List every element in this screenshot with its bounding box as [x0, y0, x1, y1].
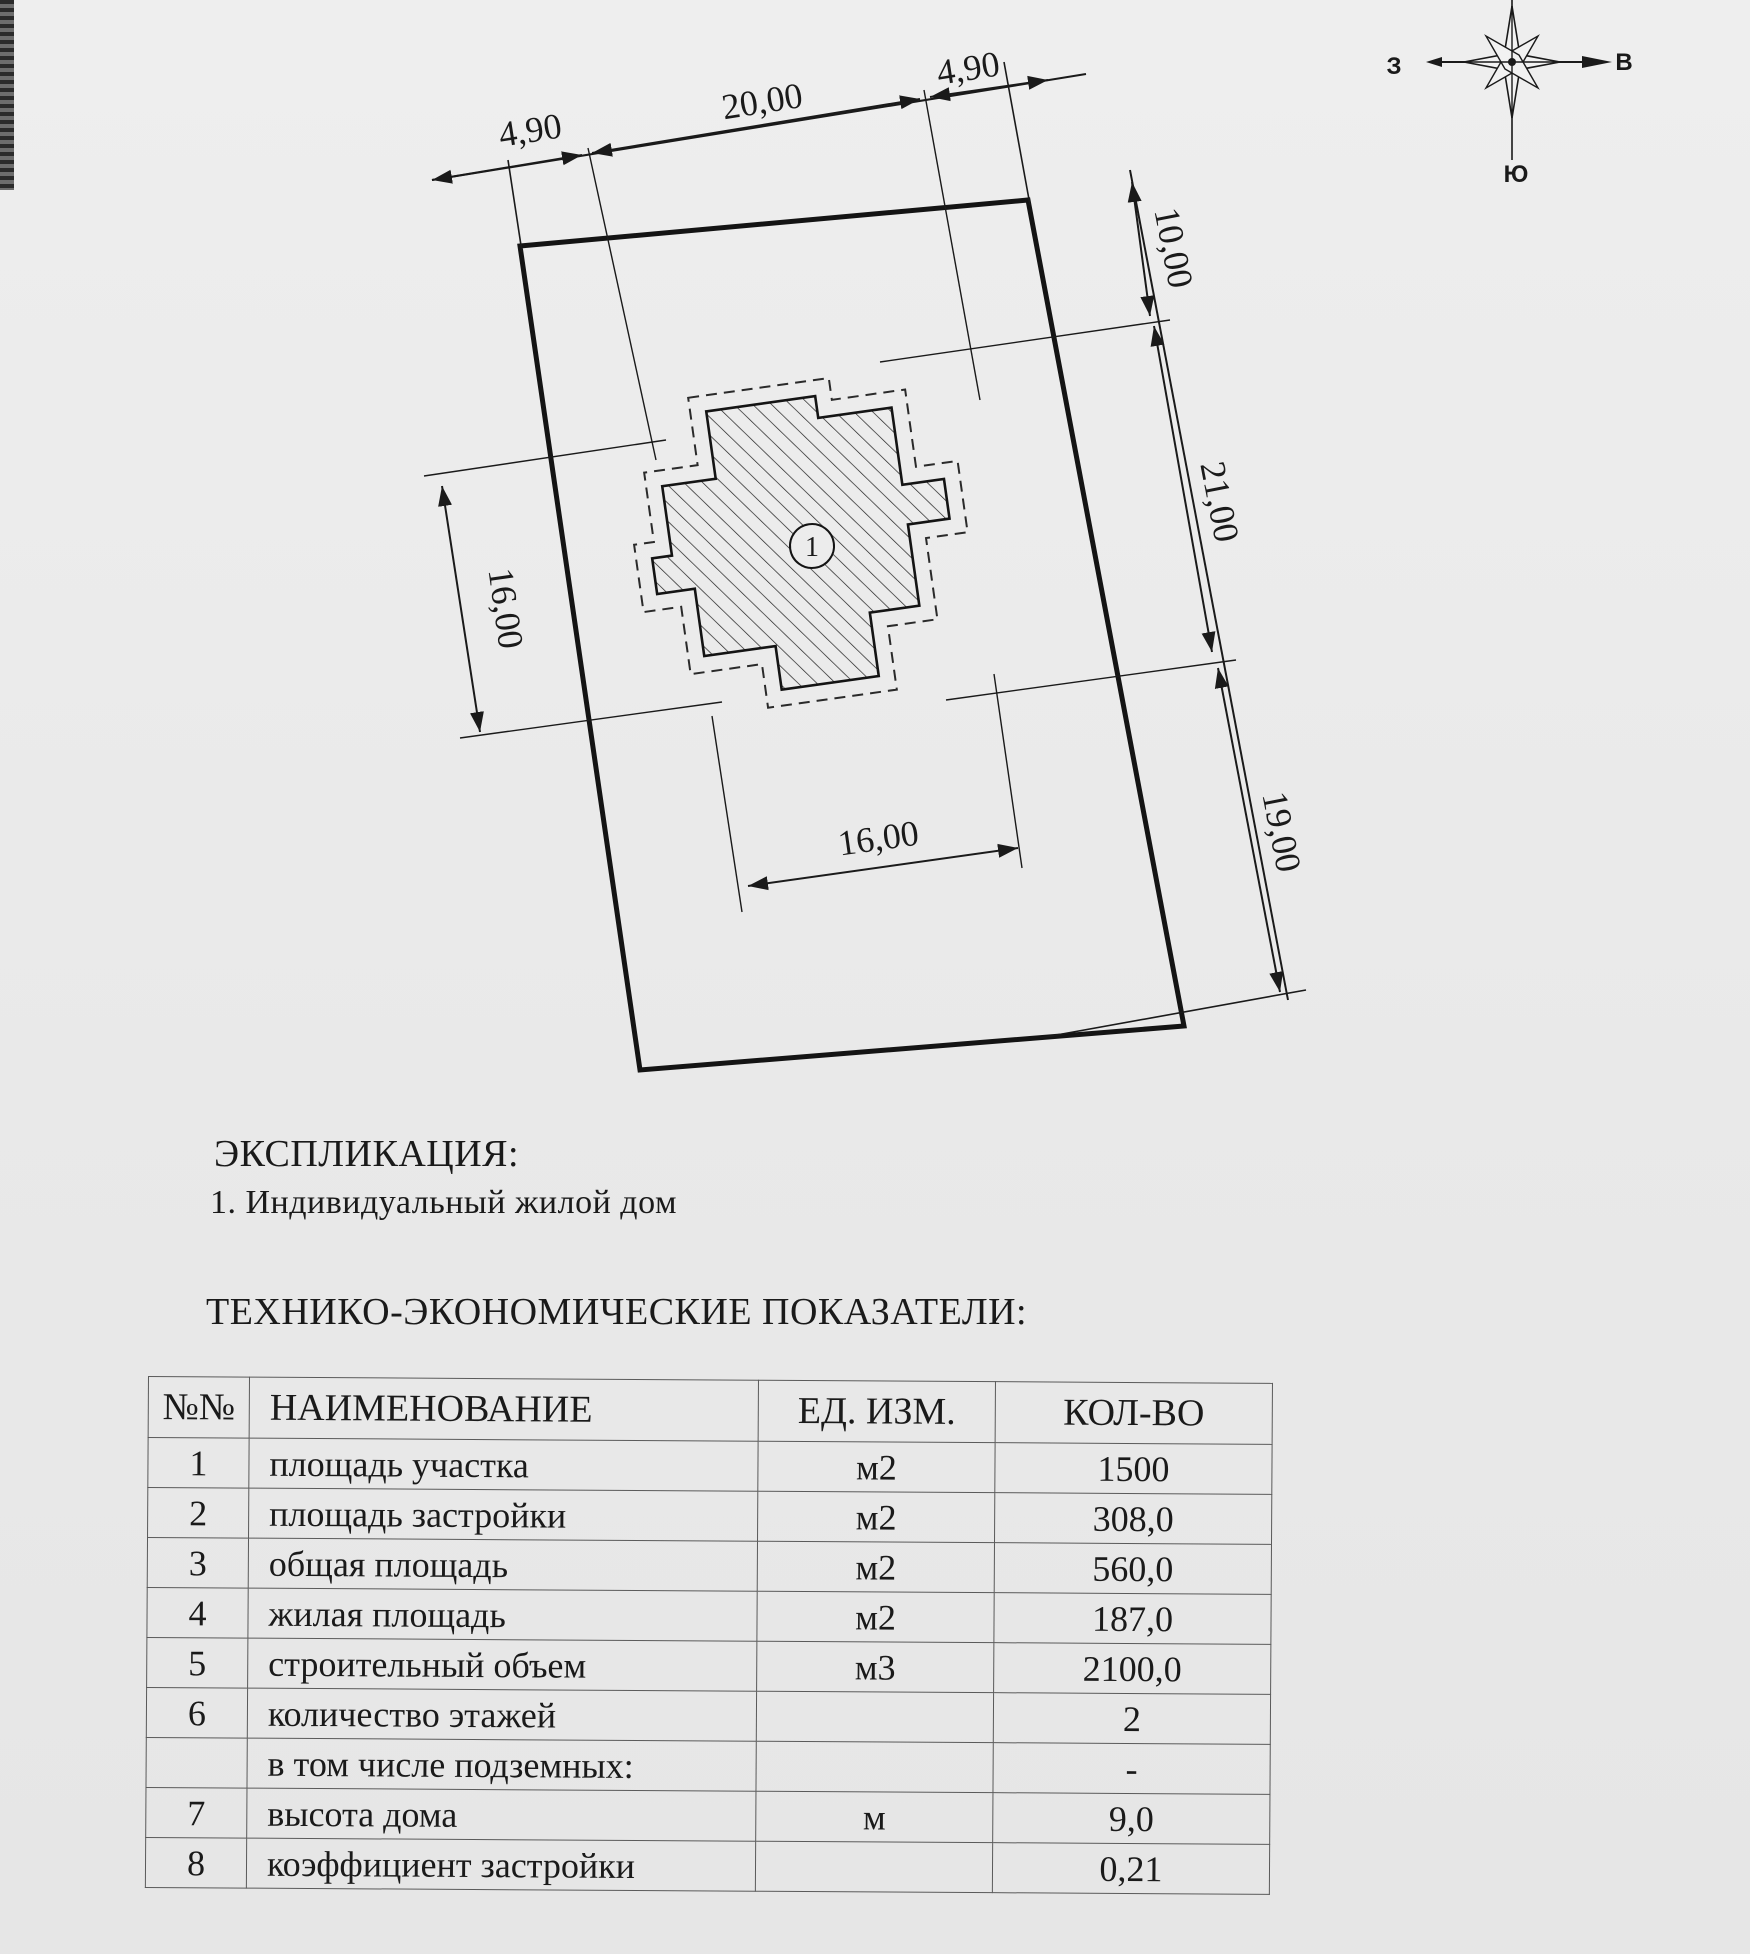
row-unit: м: [756, 1791, 993, 1842]
dim-top-right: 4,90: [933, 43, 1003, 93]
row-unit: м3: [757, 1641, 994, 1692]
row-num: [146, 1737, 247, 1788]
row-name: в том числе подземных:: [247, 1738, 756, 1791]
dim-right-middle: 21,00: [1192, 458, 1248, 546]
row-name: площадь застройки: [249, 1488, 758, 1541]
dim-right-bottom: 19,00: [1254, 788, 1310, 876]
row-unit: [756, 1741, 993, 1792]
indicators-table: [145, 1376, 1273, 1895]
row-name: строительный объем: [248, 1638, 757, 1691]
row-qty: 560,0: [994, 1543, 1271, 1595]
row-num: 5: [147, 1637, 248, 1688]
table-row: [146, 1737, 1270, 1794]
row-qty: 2100,0: [994, 1643, 1271, 1695]
row-name: количество этажей: [247, 1688, 756, 1741]
compass-west-label: З: [1386, 53, 1402, 80]
row-num: 2: [148, 1488, 249, 1539]
dim-top-middle: 20,00: [718, 75, 806, 128]
header-num: №№: [148, 1377, 249, 1439]
compass-east-label: В: [1615, 49, 1633, 76]
dim-left: 16,00: [480, 565, 532, 652]
row-unit: м2: [757, 1541, 994, 1592]
row-qty: 2: [993, 1693, 1270, 1745]
row-qty: 308,0: [994, 1493, 1271, 1545]
compass-south-label: Ю: [1503, 161, 1529, 188]
row-name: коэффициент застройки: [246, 1838, 755, 1891]
row-qty: 1500: [995, 1443, 1272, 1495]
dim-right-top: 10,00: [1146, 204, 1202, 292]
row-name: жилая площадь: [248, 1588, 757, 1641]
table-row: [146, 1687, 1270, 1744]
table-row: [146, 1787, 1270, 1844]
explication-title: ЭКСПЛИКАЦИЯ:: [214, 1133, 520, 1175]
row-unit: [756, 1691, 993, 1742]
table-row: [147, 1587, 1271, 1644]
compass-rose-icon: [1426, 0, 1612, 160]
row-num: 3: [147, 1538, 248, 1589]
row-name: общая площадь: [248, 1538, 757, 1591]
row-num: 8: [145, 1837, 246, 1888]
row-qty: -: [993, 1743, 1270, 1795]
indicators-title: ТЕХНИКО-ЭКОНОМИЧЕСКИЕ ПОКАЗАТЕЛИ:: [206, 1291, 1028, 1333]
building-footprint: [615, 362, 988, 723]
dim-bottom: 16,00: [835, 812, 922, 864]
table-row: [145, 1837, 1269, 1894]
row-num: 7: [146, 1787, 247, 1838]
row-unit: м2: [758, 1441, 995, 1492]
header-unit: ЕД. ИЗМ.: [758, 1380, 995, 1442]
row-num: 4: [147, 1587, 248, 1638]
row-num: 6: [146, 1687, 247, 1738]
row-unit: м2: [757, 1591, 994, 1642]
indicators-header-row: [148, 1377, 1272, 1445]
header-name: НАИМЕНОВАНИЕ: [249, 1377, 758, 1441]
building-marker-number: 1: [805, 532, 819, 563]
header-qty: КОЛ-ВО: [995, 1382, 1272, 1445]
table-row: [148, 1438, 1272, 1495]
table-row: [147, 1637, 1271, 1694]
row-unit: [755, 1841, 992, 1892]
row-name: высота дома: [247, 1788, 756, 1841]
bottom-dimension: [712, 674, 1022, 912]
row-qty: 9,0: [993, 1793, 1270, 1845]
table-row: [148, 1488, 1272, 1545]
row-num: 1: [148, 1438, 249, 1489]
row-name: площадь участка: [249, 1438, 758, 1491]
row-qty: 0,21: [992, 1843, 1269, 1895]
row-qty: 187,0: [994, 1593, 1271, 1645]
right-dimension-chain: [880, 170, 1306, 1038]
row-unit: м2: [758, 1491, 995, 1542]
dim-top-left: 4,90: [495, 105, 565, 155]
explication-item: 1. Индивидуальный жилой дом: [210, 1184, 677, 1221]
table-row: [147, 1538, 1271, 1595]
